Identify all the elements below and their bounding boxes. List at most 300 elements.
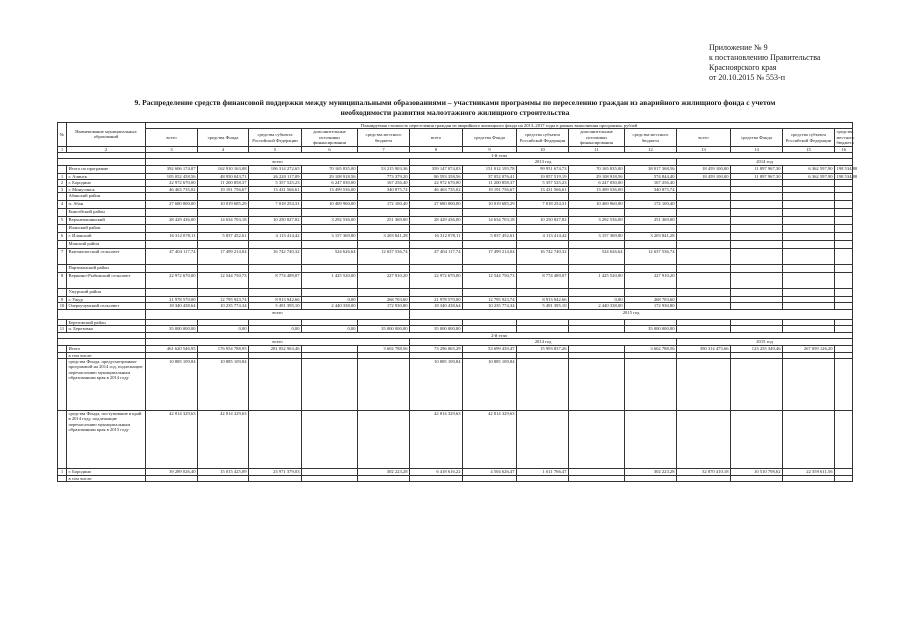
row-name: г. Минусинск [67,186,146,192]
row-value [410,225,463,233]
row-value [677,249,731,265]
row-value: 5 837 452,61 [198,233,249,241]
row-name: г. Иланский [67,233,146,241]
row-value: 13 499 536,00 [569,186,625,192]
row-value [198,265,249,273]
row-value [783,289,835,297]
annex-line: к постановлению Правительства [709,53,821,62]
row-value: 12 795 923,74 [198,297,249,303]
row-num: 4 [58,201,67,209]
row-value [677,233,731,241]
row-value [249,289,302,297]
row-value: 359 147 074,03 [410,165,463,173]
header-col: всего [410,129,463,146]
table-row [58,475,853,481]
row-value: 227 910,20 [625,273,677,289]
row-value [835,193,853,201]
row-value: 392 606 174,07 [146,165,198,173]
row-value: 23 971 379,03 [249,468,302,475]
row-value: 10 019 685,29 [198,201,249,209]
row-value [358,265,410,273]
row-value [569,193,625,201]
table-row [58,165,853,173]
row-value [677,241,731,249]
annex-date: от 20.10.2015 № 553-п [709,73,785,82]
row-value [146,289,198,297]
header-index: 8 [410,146,463,152]
annex-title: Приложение № 9 [709,43,768,52]
row-value: 151 012 195,78 [463,165,517,173]
row-value: 10 885 109,84 [146,358,198,410]
row-value: 86 593 358,56 [410,173,463,179]
row-value [731,273,783,289]
row-value [302,241,358,249]
row-value [517,410,569,468]
row-value [410,241,463,249]
table-row [58,233,853,241]
row-value [198,225,249,233]
row-value [249,209,302,217]
header-index: 4 [198,146,249,152]
row-value [569,410,625,468]
row-value [835,345,853,352]
header-col: средства Фонда [731,129,783,146]
row-value [677,273,731,289]
row-value: 7 018 254,31 [517,201,569,209]
row-value [569,358,625,410]
row-num [58,225,67,233]
row-value: 10 885 109,84 [198,358,249,410]
header-col: всего [146,129,198,146]
row-value: 47 404 117,74 [410,249,463,265]
row-value: 251 369,00 [625,217,677,225]
row-name: г. Ужур [67,297,146,303]
row-value: 53 215 903,36 [358,165,410,173]
row-value [835,265,853,273]
row-num: 1 [58,468,67,475]
row-name: в том числе: [67,352,146,358]
header-col: средства местного бюджета [836,129,855,146]
row-value [146,225,198,233]
row-value [358,475,410,481]
table-row [58,273,853,289]
row-value: 27 680 000,00 [410,201,463,209]
row-name: Манский район [67,241,146,249]
row-value: 35 000 000,00 [410,326,463,332]
table-row [58,193,853,201]
row-value [783,265,835,273]
row-value [302,358,358,410]
row-name: Выезжелогский сельсовет [67,249,146,265]
row-value: 0,00 [198,326,249,332]
row-value: 4 113 414,42 [249,233,302,241]
row-name: Партизанский район [67,265,146,273]
row-name: в том числе: [67,475,146,481]
row-value [410,475,463,481]
band-cell: 2015 год [410,309,853,319]
header-col: дополнительные источники финансирования [302,129,358,146]
row-value [569,289,625,297]
row-value: 176 954 788,95 [198,345,249,352]
row-value: 11 200 858,37 [463,180,517,186]
row-value [677,193,731,201]
row-value [249,193,302,201]
header-span-title: Планируемая стоимость переселения граждан из аварийного жилищного фонда на 2013–2017 годы в рамках выполнения программы, рублей [146,123,853,129]
row-value [731,265,783,273]
header-index: 9 [463,146,517,152]
row-value: 16 312 078,11 [146,233,198,241]
document-heading [60,98,850,118]
row-value [783,410,835,468]
row-name: Озероучумский сельсовет [67,303,146,309]
row-value [358,241,410,249]
row-value [302,410,358,468]
header-name: Наименование муниципальных образований [67,123,146,147]
band-cell: всего [146,309,410,319]
row-value: 8 913 942,66 [517,297,569,303]
row-value [783,241,835,249]
row-value: 3 292 536,00 [302,217,358,225]
row-value [835,241,853,249]
row-value [198,193,249,201]
table-row [58,217,853,225]
row-value [731,249,783,265]
row-value: 461 620 546,95 [146,345,198,352]
header-index: 5 [249,146,302,152]
row-value: 6 362 597,90 [783,165,835,173]
row-value [198,241,249,249]
row-name: Верхнепашинский [67,217,146,225]
row-value [410,193,463,201]
row-value: 7 018 254,31 [249,201,302,209]
row-value: 70 165 835,00 [569,165,625,173]
row-value [146,475,198,481]
row-value [677,217,731,225]
row-value [835,225,853,233]
header-index: 6 [302,146,358,152]
row-value: 18 340 438,64 [146,303,198,309]
header-col: средства Фонда [198,129,249,146]
row-value: 3 203 841,28 [358,233,410,241]
header-index: 2 [67,146,146,152]
row-value: 13 431 566,61 [249,186,302,192]
row-value: 1 425 520,00 [302,273,358,289]
row-value [302,345,358,352]
row-value: 0,00 [569,297,625,303]
row-value: 162 910 163,08 [198,165,249,173]
row-value: 99 951 674,73 [517,165,569,173]
row-value [302,209,358,217]
row-value [517,475,569,481]
row-name: Ужурский район [67,289,146,297]
table-row [58,345,853,352]
row-num: 1 [58,173,67,179]
row-value [731,193,783,201]
row-value: 19 191 756,67 [198,186,249,192]
row-num: 10 [58,303,67,309]
header-index: 14 [731,146,783,152]
band-cell: 2015 год [677,339,853,345]
row-value: 11 897 967,30 [731,165,783,173]
row-value: 22 359 611,56 [783,468,835,475]
row-value: 14 634 703,18 [198,217,249,225]
row-num: 6 [58,233,67,241]
row-value: 4 113 414,42 [517,233,569,241]
header-index: 3 [146,146,198,152]
row-value [410,209,463,217]
distribution-table [57,122,858,482]
row-num: 11 [58,326,67,332]
row-name: Итого по программе [67,165,146,173]
row-num: 8 [58,273,67,289]
row-num: 3 [58,186,67,192]
row-name: Березовский район [67,319,146,325]
row-num [58,345,67,352]
row-value: 42 814 329,63 [463,410,517,468]
row-value [463,225,517,233]
row-value [569,345,625,352]
row-value: 46 463 735,02 [410,186,463,192]
row-value [249,241,302,249]
row-value: 32 870 410,18 [677,468,731,475]
row-value [731,241,783,249]
row-num: 9 [58,297,67,303]
row-value [463,475,517,481]
row-value: 70 165 835,00 [302,165,358,173]
row-value [731,225,783,233]
row-value: 340 875,74 [625,186,677,192]
row-value: 0,00 [249,326,302,332]
table-row [58,201,853,209]
row-name: Иланский район [67,225,146,233]
row-value: 227 910,20 [358,273,410,289]
row-value [358,358,410,410]
row-value: 16 742 740,32 [517,249,569,265]
row-value: 15 015 425,09 [198,468,249,475]
row-value: 0,00 [302,297,358,303]
band-row [58,309,853,319]
row-value: 105 052 458,56 [146,173,198,179]
band-cell: всего [146,339,410,345]
row-value [625,358,677,410]
row-value [463,241,517,249]
row-value [783,209,835,217]
table-row [58,289,853,297]
row-num: 2 [58,180,67,186]
row-value: 198 534,80 [835,165,853,173]
row-value [835,233,853,241]
row-num [58,241,67,249]
row-value [835,289,853,297]
row-value: 37 052 076,41 [463,173,517,179]
row-value [358,209,410,217]
row-value: 29 108 918,56 [569,173,625,179]
row-value: 2 440 338,00 [302,303,358,309]
row-value: 10 510 798,62 [731,468,783,475]
row-value: 2 440 338,00 [569,303,625,309]
row-value [569,475,625,481]
row-value [783,475,835,481]
row-value [625,289,677,297]
row-value [249,410,302,468]
row-value: 16 312 078,11 [410,233,463,241]
row-value: 12 795 923,74 [463,297,517,303]
row-value [625,241,677,249]
row-value [783,225,835,233]
row-value [835,217,853,225]
row-value: 773 379,20 [358,173,410,179]
row-value [835,468,853,475]
header-index: 15 [783,146,835,152]
header-index: 16 [835,146,853,152]
row-value [677,289,731,297]
header-index: 12 [625,146,677,152]
row-value: 302 223,28 [358,468,410,475]
row-name: Вершино-Рыбинский сельсовет [67,273,146,289]
row-value [410,289,463,297]
row-value: 26 220 117,09 [249,173,302,179]
row-value [358,289,410,297]
row-value [146,193,198,201]
row-value: 1 611 766,47 [517,468,569,475]
row-value: 172 930,80 [625,303,677,309]
row-value: 13 499 536,00 [302,186,358,192]
row-value: 167 256,40 [358,180,410,186]
band-cell: 2-й этап [146,332,853,338]
table-row [58,209,853,217]
row-value: 27 680 000,00 [146,201,198,209]
row-value [625,410,677,468]
row-value: 17 499 214,04 [198,249,249,265]
row-value: 3 602 788,56 [625,345,677,352]
row-value [146,265,198,273]
row-value [835,475,853,481]
row-value: 524 626,64 [302,249,358,265]
row-value: 11 897 967,30 [731,173,783,179]
row-value: 8 913 942,66 [249,297,302,303]
row-value [463,265,517,273]
row-value [677,410,731,468]
band-cell: 2014 год [677,159,853,165]
row-value: 340 875,74 [358,186,410,192]
row-num [58,358,67,410]
row-value [517,289,569,297]
row-value [731,410,783,468]
row-value [302,265,358,273]
header-col: всего [677,129,731,146]
row-value: 35 000 000,00 [358,326,410,332]
row-value [783,201,835,209]
row-value: 5 357 525,23 [517,180,569,186]
row-value [569,265,625,273]
row-value: 10 250 827,82 [517,217,569,225]
row-value: 15 993 837,26 [517,345,569,352]
row-value: 3 157 369,80 [569,233,625,241]
row-value: 35 000 000,00 [146,326,198,332]
row-value: 5 491 395,10 [517,303,569,309]
row-value: 12 544 750,73 [463,273,517,289]
row-value: 19 857 519,19 [517,173,569,179]
row-num [58,209,67,217]
row-value: 42 814 329,63 [410,410,463,468]
row-value: 18 340 438,64 [410,303,463,309]
row-value [517,225,569,233]
row-name: Итого [67,345,146,352]
table-row [58,241,853,249]
header-col: средства местного бюджета [625,129,677,146]
heading-line-2: необходимости развития малоэтажного жилищного строительства [340,108,570,117]
row-num: 5 [58,217,67,225]
row-value [783,217,835,225]
band-cell [58,309,146,319]
header-index: 11 [569,146,625,152]
header-index: 7 [358,146,410,152]
row-num [58,265,67,273]
row-value [731,209,783,217]
row-value: 10 885 109,84 [410,358,463,410]
header-col: дополнительные источники финансирования [569,129,625,146]
row-value: 1 425 520,00 [569,273,625,289]
row-value: 10 235 774,34 [463,303,517,309]
row-value [731,289,783,297]
row-value [358,225,410,233]
row-name: Абанский район [67,193,146,201]
row-value [625,193,677,201]
row-value [517,241,569,249]
row-value: 6 247 030,00 [302,180,358,186]
table-row [58,225,853,233]
row-value [302,289,358,297]
table-row [58,358,853,410]
row-value: 35 000 000,00 [625,326,677,332]
row-value: 21 978 570,00 [410,297,463,303]
row-value [677,475,731,481]
row-value [835,249,853,265]
band-cell: всего [146,159,410,165]
row-name: п. Абан [67,201,146,209]
row-value: 11 200 858,37 [198,180,249,186]
row-value [835,201,853,209]
row-value: 8 774 489,07 [517,273,569,289]
row-value [625,475,677,481]
table-row [58,265,853,273]
row-value [677,225,731,233]
row-value: 390 314 475,66 [677,345,731,352]
row-value [302,225,358,233]
row-value: 268 703,60 [358,297,410,303]
row-value: 47 404 117,74 [146,249,198,265]
table-row [58,410,853,468]
row-value: 73 296 065,29 [410,345,463,352]
row-value [731,201,783,209]
row-num [58,289,67,297]
heading-line-1: 9. Распределение средств финансовой поддержки между муниципальными образованиями – участниками программы по переселению граждан из аварийного жилищного фонда с учетом [134,98,776,107]
row-value [249,358,302,410]
row-value: 13 431 566,61 [517,186,569,192]
row-name: г. Ачинск [67,173,146,179]
row-value [302,475,358,481]
row-value: 22 972 670,00 [146,180,198,186]
row-value [302,193,358,201]
row-num: 7 [58,249,67,265]
annex-block [709,43,820,83]
row-value [463,209,517,217]
header-col: средства субъекта Российской Федерации [783,129,835,146]
row-value [410,265,463,273]
row-value: 19 191 756,67 [463,186,517,192]
row-value: 172 100,40 [625,201,677,209]
row-value: 6 247 030,00 [569,180,625,186]
